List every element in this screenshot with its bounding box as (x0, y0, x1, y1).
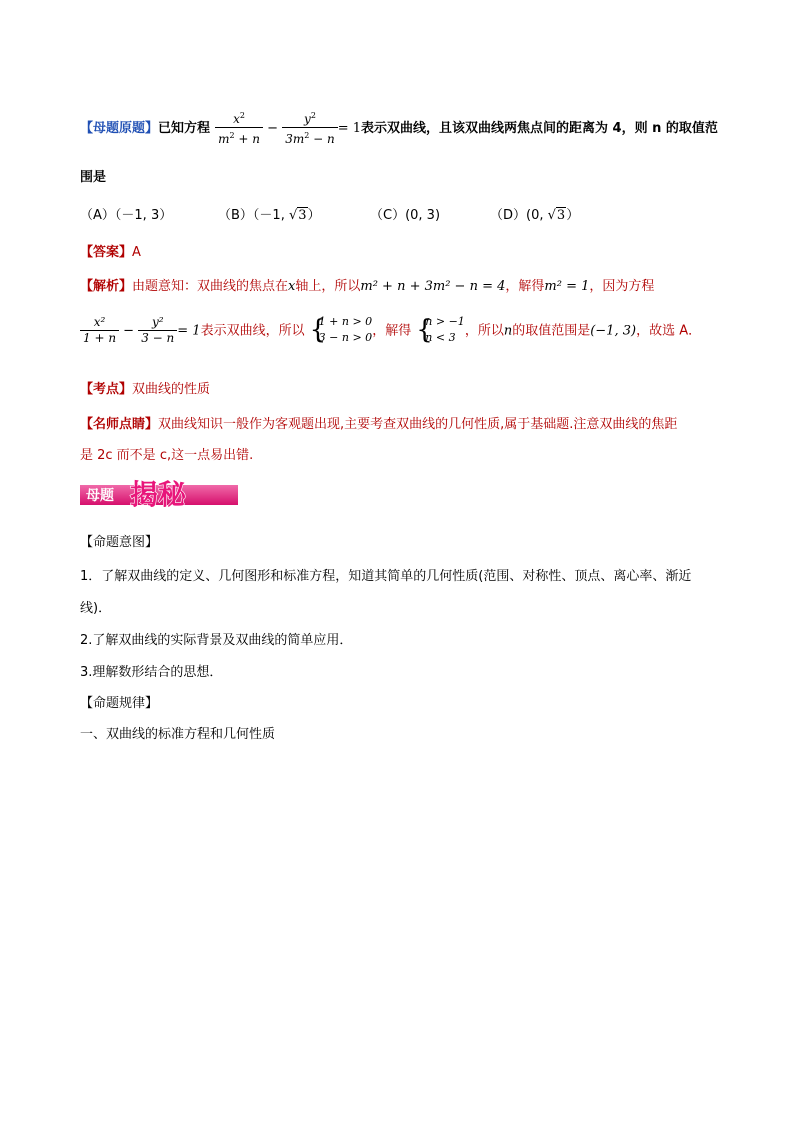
mingshi-line-2: 是 2c 而不是 c,这一点易出错. (80, 448, 254, 463)
analysis-fraction-x: $\frac{\text{x²}}{1 + n}$ (80, 315, 119, 346)
mingshi-tag: 【名师点睛】 (80, 417, 159, 432)
analysis-equation-1: m² + n + 3m² − n = 4 (360, 279, 506, 294)
answer-value: A (132, 245, 141, 260)
rule-tag: 【命题规律】 (80, 696, 159, 711)
sqrt-symbol: √3 (288, 208, 307, 223)
analysis-fraction-y: $\frac{\text{y²}}{3 - n}$ (138, 315, 177, 346)
banner-word-2: 揭秘 (130, 479, 187, 511)
rule-item-1: 一、双曲线的标准方程和几何性质 (80, 727, 276, 742)
option-d: （D）(0, √3） (490, 208, 580, 223)
intent-item-1-cont: 线)． (80, 601, 112, 616)
banner-word-1: 母题 (86, 488, 114, 504)
problem-stem-c: 围是 (80, 170, 107, 185)
analysis-tag: 【解析】 (80, 279, 133, 294)
problem-stem-b: 表示双曲线，且该双曲线两焦点间的距离为 4，则 n 的取值范 (361, 121, 718, 136)
problem-eq-one: = 1 (337, 121, 362, 136)
problem-stem-line-1: 【母题原题】已知方程 $\frac{x^2}{m^2 + n}$ − $\frac{y^2}{3m^2 - n}$ = 1表示双曲线，且该双曲线两焦点间的距离为 4，则 n 的取值范 (80, 108, 718, 147)
section-banner (80, 479, 238, 511)
analysis-equation-2: m² = 1 (544, 279, 590, 294)
mingshi-line-1: 【名师点睛】双曲线知识一般作为客观题出现,主要考查双曲线的几何性质,属于基础题.注意双曲线的焦距 (80, 417, 678, 432)
intent-item-2: 2.了解双曲线的实际背景及双曲线的简单应用． (80, 633, 353, 648)
problem-stem-line-2 (80, 166, 106, 185)
kaodian-tag: 【考点】 (80, 382, 133, 397)
problem-fraction-y: $\frac{y^2}{3m^2 - n}$ (282, 108, 338, 147)
option-a: （A）（－1, 3） (80, 208, 173, 223)
answer-line (80, 241, 141, 260)
problem-fraction-x: $\frac{x^2}{m^2 + n}$ (215, 108, 263, 147)
option-c: （C）(0, 3) (370, 208, 441, 223)
kaodian-line: 【考点】双曲线的性质 (80, 382, 211, 397)
inequality-system-2: { n > −1 n < 3 (416, 315, 465, 345)
analysis-range: (−1, 3) (590, 323, 637, 339)
analysis-line-1: 【解析】由题意知：双曲线的焦点在x轴上，所以m² + n + 3m² − n = 4，解得m² = 1，因为方程 (80, 279, 655, 294)
answer-tag: 【答案】 (80, 245, 133, 260)
sqrt-symbol: √3 (547, 208, 566, 223)
problem-stem-a: 已知方程 (158, 121, 211, 136)
inequality-system-1: { 1 + n > 0 3 − n > 0 (309, 315, 373, 345)
intent-item-3: 3.理解数形结合的思想． (80, 665, 223, 680)
intent-tag: 【命题意图】 (80, 535, 159, 550)
analysis-line-2: $\frac{\text{x²}}{1 + n}$ − $\frac{\text{y²}}{3 - n}$ = 1表示双曲线，所以 { 1 + n > 0 3 − n > 0 ，解得 { n > −1 n < 3 ，所以n的取值范围是(−1, 3)，故选 A． (80, 314, 701, 346)
option-b: （B）（－1, √3） (218, 208, 321, 223)
problem-tag: 【母题原题】 (80, 121, 159, 136)
intent-item-1: 1．了解双曲线的定义、几何图形和标准方程，知道其简单的几何性质(范围、对称性、顶点、离心率、渐近 (80, 569, 692, 584)
